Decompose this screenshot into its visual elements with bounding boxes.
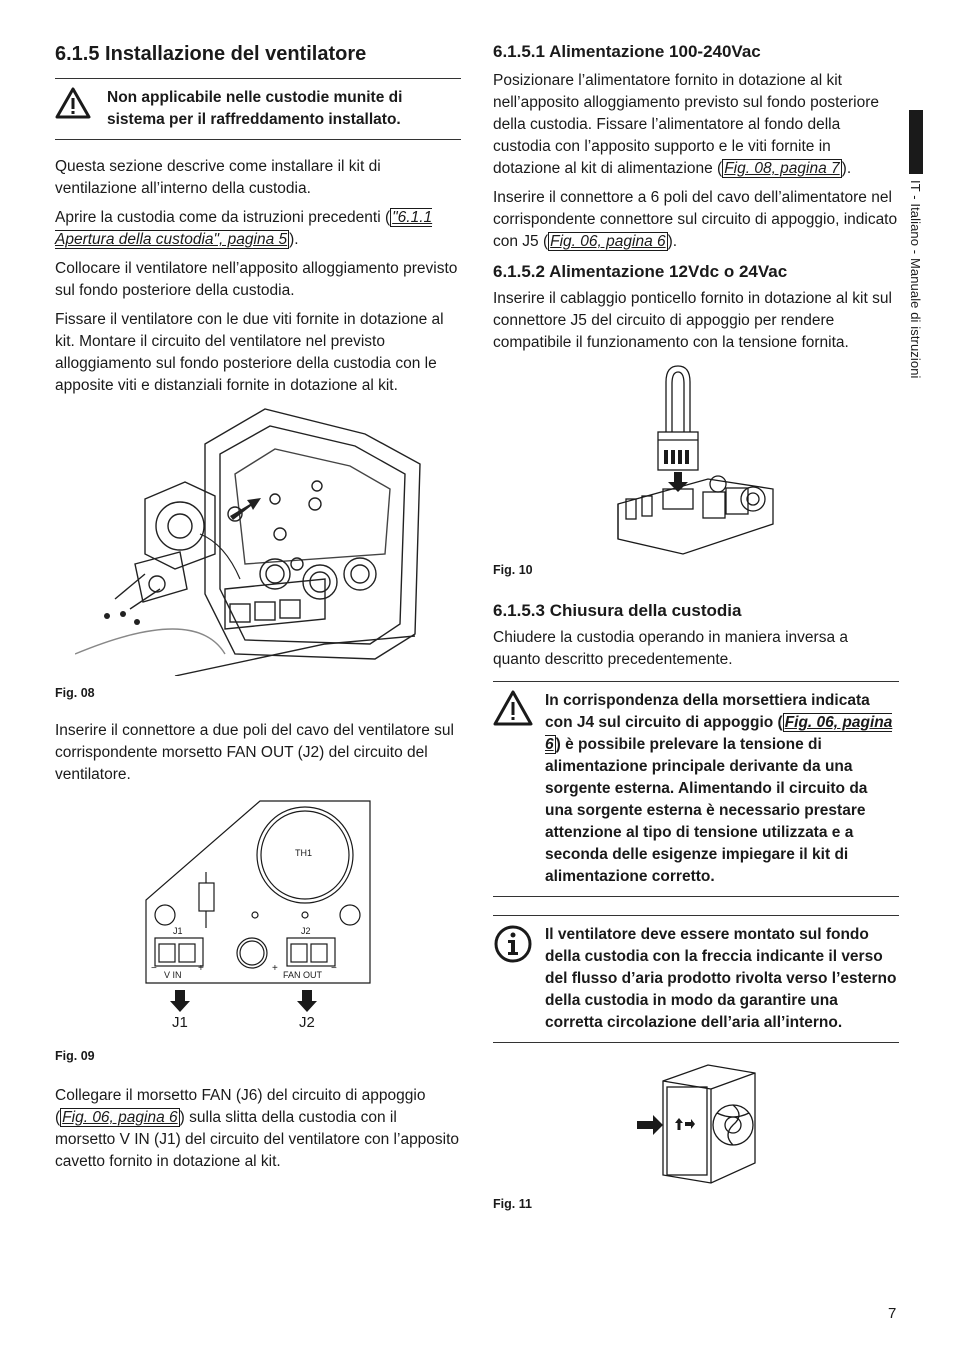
left-column <box>55 40 461 1180</box>
paragraph: Aprire la custodia come da istruzioni precedenti ( "6.1.1 Apertura della custodia", pagina 5 ). <box>55 209 433 248</box>
j1-board-label: J1 <box>173 926 183 936</box>
minus-label: − <box>151 963 157 974</box>
cross-reference-link[interactable]: Fig. 08, pagina 7 <box>724 160 840 177</box>
warning-text: In corrispondenza della morsettiera indicata con J4 sul circuito di appoggio ( Fig. 06, pagina 6 ) è possibile prelevare la tensione di alimentazione principale derivante da una sorgente esterna. Alimentando il circuito da una sorgente esterna è necessario prestare attenzione al tipo di tensione utilizzata e a seconda delle esigenze impiegare il kit di alimentazione corretto. <box>545 692 893 885</box>
plus-label: + <box>198 963 204 974</box>
section-heading: 6.1.5 Installazione del ventilatore <box>55 43 367 65</box>
cross-reference-link[interactable]: "6.1.1 Apertura della custodia", pagina 5 <box>55 209 433 248</box>
right-column <box>493 40 899 1215</box>
cross-reference-link[interactable]: Fig. 06, pagina 6 <box>62 1109 178 1126</box>
paragraph: Inserire il connettore a 6 poli del cavo dell’alimentatore nel corrispondente connettore sul circuito di appoggio, indicato con J5 ( Fig. 06, pagina 6 ). <box>493 189 898 250</box>
paragraph: Inserire il connettore a due poli del cavo del ventilatore sul corrispondente morsetto FAN OUT (J2) del circuito del ventilatore. <box>55 722 454 783</box>
figure-caption: Fig. 08 <box>55 686 95 700</box>
cross-reference-link[interactable]: Fig. 06, pagina 6 <box>550 233 666 250</box>
info-icon <box>493 924 533 969</box>
paragraph: Chiudere la custodia operando in maniera inversa a quanto descritto precedentemente. <box>493 629 848 668</box>
paragraph: Posizionare l’alimentatore fornito in dotazione al kit nell’apposito alloggiamento previsto sul fondo posteriore della custodia. Fissare l’alimentatore al fondo della custodia con l’apposito supporto e le viti fornite in dotazione al kit di alimentazione ( Fig. 08, pagina 7 ). <box>493 72 880 177</box>
figure-caption: Fig. 11 <box>493 1197 532 1211</box>
figure-08-illustration <box>75 404 461 676</box>
warning-text: Non applicabile nelle custodie munite di sistema per il raffreddamento installato. <box>107 89 403 128</box>
warning-icon <box>493 690 533 731</box>
warning-icon <box>55 87 91 124</box>
minus-label: − <box>331 963 337 974</box>
warning-box <box>55 78 461 140</box>
fan-circuit-board-drawing <box>145 800 375 1045</box>
paragraph: Fissare il ventilatore con le due viti fornite in dotazione al kit. Montare il circuito del ventilatore nel previsto alloggiamento sul fondo posteriore della custodia con le apposite viti e distanziali fornite in dotazione al kit. <box>55 311 444 394</box>
warning-box <box>493 681 899 897</box>
paragraph: Inserire il cablaggio ponticello fornito in dotazione al kit sul connettore J5 del circuito di appoggio per rendere compatibile il funzionamento con la tensione fornita. <box>493 290 892 351</box>
figure-09-illustration <box>145 800 375 1045</box>
j1-arrow-label: J1 <box>172 1014 188 1031</box>
page-number: 7 <box>888 1305 897 1322</box>
enclosure-fan-drawing <box>75 404 455 676</box>
sidebar-language-label: IT - Italiano - Manuale di istruzioni <box>908 180 923 379</box>
fan-airflow-drawing <box>633 1063 763 1185</box>
j2-board-label: J2 <box>301 926 311 936</box>
thermistor-label: TH1 <box>295 848 313 858</box>
subsection-heading: 6.1.5.2 Alimentazione 12Vdc o 24Vac <box>493 262 788 281</box>
subsection-heading: 6.1.5.1 Alimentazione 100-240Vac <box>493 42 761 61</box>
vin-label: V IN <box>164 970 182 980</box>
figure-11-illustration <box>633 1063 899 1185</box>
paragraph: Collegare il morsetto FAN (J6) del circuito di appoggio ( Fig. 06, pagina 6 ) sulla slitta della custodia con il morsetto V IN (J1) del circuito del ventilatore con l’apposito cavetto fornito in dotazione al kit. <box>55 1087 460 1170</box>
paragraph: Questa sezione descrive come installare il kit di ventilazione all’interno della custodia. <box>55 158 381 197</box>
info-text: Il ventilatore deve essere montato sul fondo della custodia con la freccia indicante il verso del flusso d’aria prodotto rivolta verso l’esterno della custodia in modo da garantire una corretta circolazione dell’aria all’interno. <box>545 926 897 1031</box>
subsection-heading: 6.1.5.3 Chiusura della custodia <box>493 601 742 620</box>
info-box <box>493 915 899 1043</box>
paragraph: Collocare il ventilatore nell’apposito alloggiamento previsto sul fondo posteriore della custodia. <box>55 260 458 299</box>
figure-caption: Fig. 09 <box>55 1049 95 1063</box>
jumper-connector-drawing <box>608 364 788 559</box>
figure-10-illustration <box>608 364 899 559</box>
plus-label: + <box>272 963 278 974</box>
sidebar-tab-marker <box>909 110 923 174</box>
fan-out-label: FAN OUT <box>283 970 323 980</box>
figure-caption: Fig. 10 <box>493 563 533 577</box>
cross-reference-link[interactable]: Fig. 06, pagina 6 <box>545 714 893 753</box>
j2-arrow-label: J2 <box>299 1014 315 1031</box>
